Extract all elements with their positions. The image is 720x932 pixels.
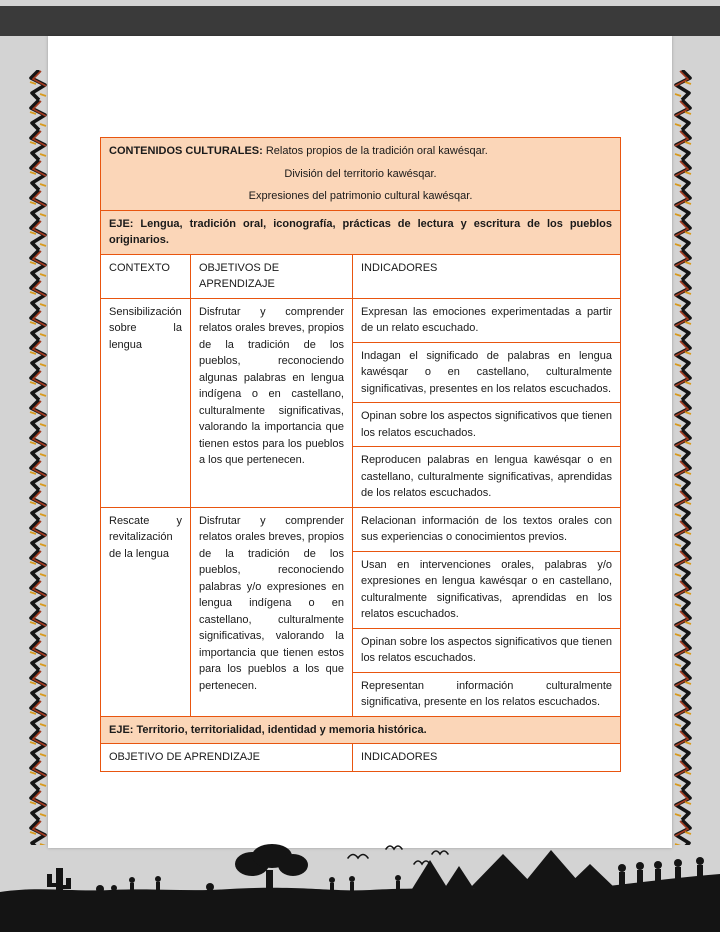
indicador-cell: Representan información culturalmente significativa, presente en los relatos escuchados. bbox=[353, 672, 621, 716]
indicador-cell: Usan en intervenciones orales, palabras y/o expresiones en lengua kawésqar o en castellano, culturalmente significativas, aprendidas en los relatos escuchados. bbox=[353, 551, 621, 628]
contexto-cell: Rescate y revitalización de la lengua bbox=[101, 507, 191, 716]
objetivo-cell: Disfrutar y comprender relatos orales breves, propios de la tradición de los pueblos, reconociendo algunas palabras en lengua indígena o en castellano, culturalmente significativas, valorando la importancia que tienen estos para los pueblos a los que pertenecen. bbox=[191, 298, 353, 507]
indicador-cell: Expresan las emociones experimentadas a partir de un relato escuchado. bbox=[353, 298, 621, 342]
left-border-ornament bbox=[28, 70, 48, 845]
indicador-cell: Indagan el significado de palabras en lengua kawésqar o en castellano, culturalmente significativas, presentes en los relatos escuchados. bbox=[353, 342, 621, 403]
column-header-objetivos: OBJETIVOS DE APRENDIZAJE bbox=[191, 254, 353, 298]
cultural-contents-text1: Relatos propios de la tradición oral kawésqar. bbox=[265, 145, 488, 157]
cultural-contents-text2: División del territorio kawésqar. bbox=[284, 167, 437, 180]
contexto-cell: Sensibilización sobre la lengua bbox=[101, 298, 191, 507]
indicador-cell: Relacionan información de los textos orales con sus experiencias o conocimientos previos. bbox=[353, 507, 621, 551]
cultural-contents-label: CONTENIDOS CULTURALES: bbox=[109, 145, 263, 157]
footer-header-indicadores: INDICADORES bbox=[353, 744, 621, 772]
indicador-cell: Opinan sobre los aspectos significativos que tienen los relatos escuchados. bbox=[353, 403, 621, 447]
right-border-ornament bbox=[673, 70, 693, 845]
footer-header-objetivo: OBJETIVO DE APRENDIZAJE bbox=[101, 744, 353, 772]
tree-silhouette bbox=[235, 844, 308, 894]
eje-territorio-cell: EJE: Territorio, territorialidad, identidad y memoria histórica. bbox=[101, 716, 621, 744]
indicador-cell: Reproducen palabras en lengua kawésqar o en castellano, culturalmente significativas, aprendidas de los relatos escuchados. bbox=[353, 447, 621, 508]
cultural-contents-line1 bbox=[109, 143, 612, 160]
eje-lengua-cell: EJE: Lengua, tradición oral, iconografía, prácticas de lectura y escritura de los pueblos originarios. bbox=[101, 210, 621, 254]
objetivo-cell: Disfrutar y comprender relatos orales breves, propios de la tradición de los pueblos, reconociendo palabras y/o expresiones en lengua indígena o en castellano, culturalmente significativas, valorando la importancia que tienen estos para los pueblos a los que pertenecen. bbox=[191, 507, 353, 716]
mountains-silhouette bbox=[470, 850, 615, 888]
cultural-contents-cell bbox=[101, 138, 621, 211]
ground-silhouette bbox=[0, 874, 720, 932]
top-bar bbox=[0, 6, 720, 36]
indicador-cell: Opinan sobre los aspectos significativos que tienen los relatos escuchados. bbox=[353, 628, 621, 672]
table-row bbox=[101, 507, 621, 551]
cultural-contents-text3: Expresiones del patrimonio cultural kawésqar. bbox=[248, 190, 473, 202]
table-row bbox=[101, 298, 621, 342]
curriculum-table bbox=[100, 137, 621, 772]
birds-icon bbox=[348, 846, 448, 864]
column-header-indicadores: INDICADORES bbox=[353, 254, 621, 298]
column-header-contexto: CONTEXTO bbox=[101, 254, 191, 298]
footer-silhouette bbox=[0, 842, 720, 932]
